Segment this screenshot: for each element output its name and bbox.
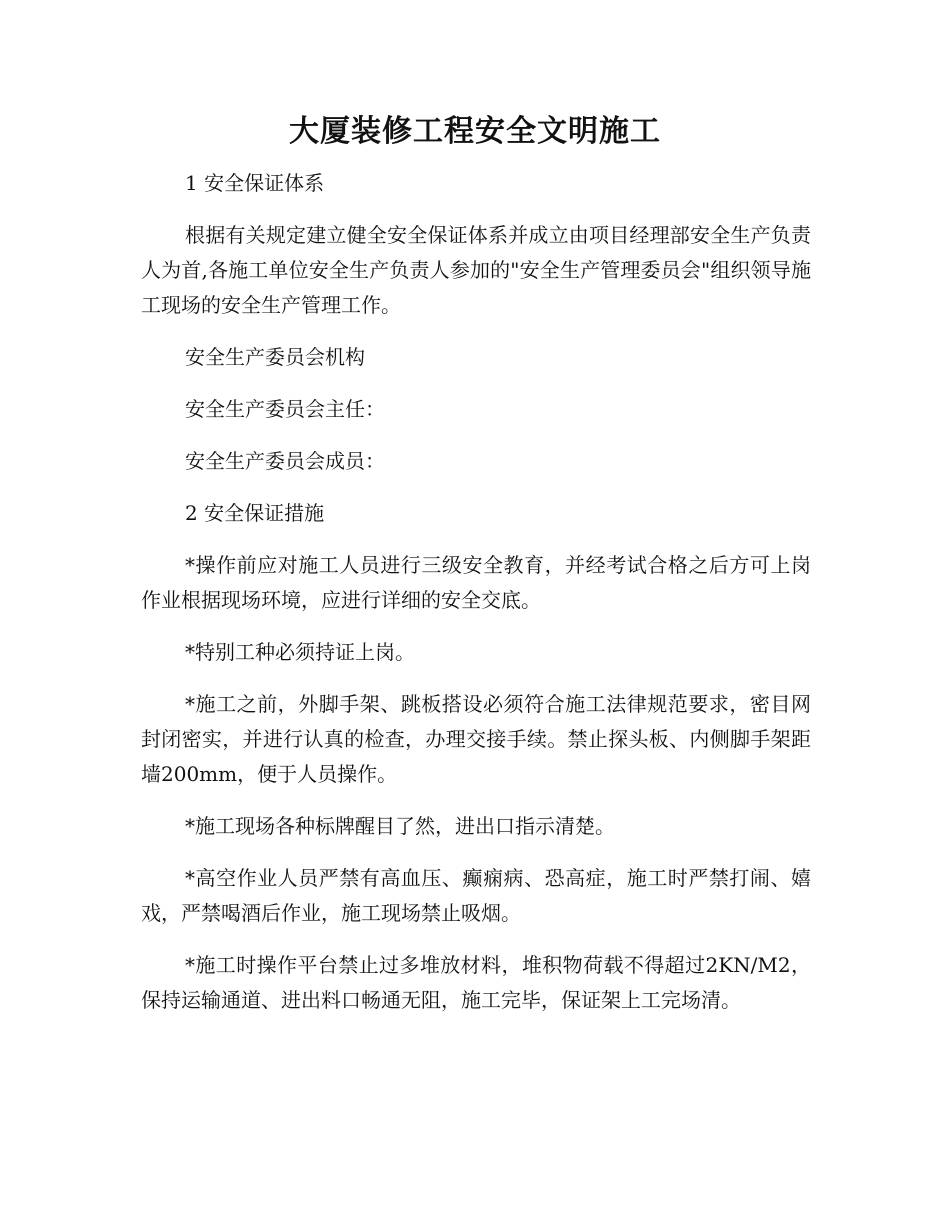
- body-paragraph: 根据有关规定建立健全安全保证体系并成立由项目经理部安全生产负责人为首,各施工单位安全生产负责人参加的"安全生产管理委员会"组织领导施工现场的安全生产管理工作。: [141, 223, 811, 317]
- list-item: *施工之前，外脚手架、跳板搭设必须符合施工法律规范要求，密目网封闭密实，并进行认真的检查，办理交接手续。禁止探头板、内侧脚手架距墙200mm，便于人员操作。: [141, 692, 811, 786]
- list-item: *特别工种必须持证上岗。: [185, 640, 415, 664]
- list-item: *施工现场各种标牌醒目了然，进出口指示清楚。: [185, 814, 615, 838]
- body-paragraph: 安全生产委员会成员：: [185, 449, 385, 473]
- list-item: *施工时操作平台禁止过多堆放材料，堆积物荷载不得超过2KN/M2，保持运输通道、进出料口畅通无阻，施工完毕，保证架上工完场清。: [141, 953, 811, 1012]
- document-title: 大厦装修工程安全文明施工: [289, 114, 661, 149]
- list-item: *高空作业人员严禁有高血压、癫痫病、恐高症，施工时严禁打闹、嬉戏，严禁喝酒后作业，施工现场禁止吸烟。: [141, 866, 811, 925]
- body-paragraph: 安全生产委员会机构: [185, 345, 365, 369]
- section-heading-1: 1 安全保证体系: [185, 171, 325, 195]
- list-item: *操作前应对施工人员进行三级安全教育，并经考试合格之后方可上岗作业根据现场环境，应进行详细的安全交底。: [141, 553, 811, 612]
- section-heading-2: 2 安全保证措施: [185, 501, 325, 525]
- body-paragraph: 安全生产委员会主任：: [185, 397, 385, 421]
- document-body: [141, 166, 811, 1035]
